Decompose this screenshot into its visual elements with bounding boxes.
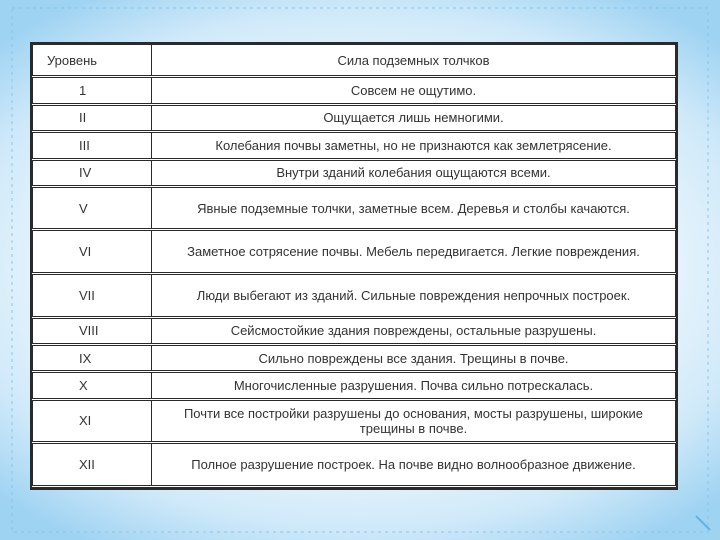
row-description: Полное разрушение построек. На почве видно волнообразное движение. xyxy=(152,443,676,487)
row-description: Многочисленные разрушения. Почва сильно потрескалась. xyxy=(152,372,676,399)
row-description: Заметное сотрясение почвы. Мебель передвигается. Легкие повреждения. xyxy=(152,230,676,274)
row-description: Колебания почвы заметны, но не признаются как землетрясение. xyxy=(152,132,676,159)
table-header-row xyxy=(33,45,676,77)
row-level: VII xyxy=(33,274,152,318)
row-description: Почти все постройки разрушены до основания, мосты разрушены, широкие трещины в почве. xyxy=(152,399,676,443)
seismic-scale-table-card xyxy=(30,42,678,490)
row-level: IX xyxy=(33,344,152,371)
row-description: Люди выбегают из зданий. Сильные повреждения непрочных построек. xyxy=(152,274,676,318)
row-level: VI xyxy=(33,230,152,274)
table-row xyxy=(33,317,676,344)
table-row xyxy=(33,132,676,159)
header-level: Уровень xyxy=(33,45,152,77)
row-description: Сейсмостойкие здания повреждены, остальные разрушены. xyxy=(152,317,676,344)
row-description: Ощущается лишь немногими. xyxy=(152,104,676,131)
table-row xyxy=(33,104,676,131)
row-level: VIII xyxy=(33,317,152,344)
row-level: V xyxy=(33,186,152,230)
row-level: IV xyxy=(33,159,152,186)
header-strength: Сила подземных толчков xyxy=(152,45,676,77)
table-row xyxy=(33,159,676,186)
table-row xyxy=(33,230,676,274)
row-description: Явные подземные толчки, заметные всем. Деревья и столбы качаются. xyxy=(152,186,676,230)
row-description: Сильно повреждены все здания. Трещины в почве. xyxy=(152,344,676,371)
table-row xyxy=(33,372,676,399)
table-row xyxy=(33,443,676,487)
row-level: III xyxy=(33,132,152,159)
table-row xyxy=(33,274,676,318)
row-level: XI xyxy=(33,399,152,443)
row-level: II xyxy=(33,104,152,131)
table-row xyxy=(33,399,676,443)
row-level: 1 xyxy=(33,77,152,104)
table-row xyxy=(33,77,676,104)
row-description: Совсем не ощутимо. xyxy=(152,77,676,104)
row-level: XII xyxy=(33,443,152,487)
seismic-scale-table xyxy=(32,44,676,488)
table-row xyxy=(33,344,676,371)
row-level: X xyxy=(33,372,152,399)
row-description: Внутри зданий колебания ощущаются всеми. xyxy=(152,159,676,186)
table-row xyxy=(33,186,676,230)
